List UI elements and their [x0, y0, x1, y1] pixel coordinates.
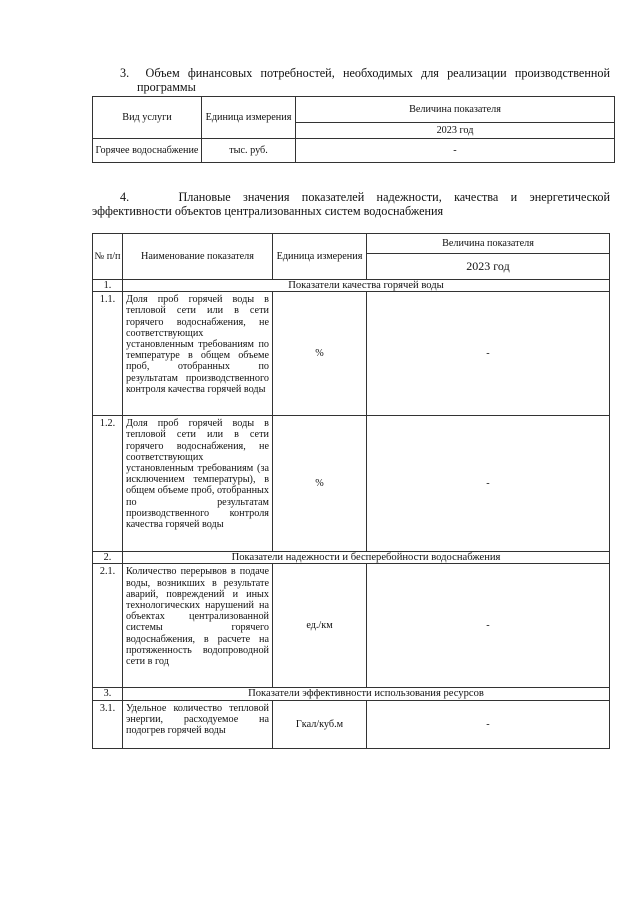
row-value: -	[367, 700, 610, 748]
section-3-title-line1: Объем финансовых потребностей, необходимых для реализации производственной	[145, 66, 610, 80]
group-title: Показатели эффективности использования ресурсов	[123, 688, 610, 700]
section-4-title-line1: Плановые значения показателей надежности, качества и энергетической	[178, 190, 610, 204]
row-name: Доля проб горячей воды в тепловой сети или в сети горячего водоснабжения, не соответствующих установленным требованиям по температуре в общем объеме проб, отобранных по результатам производственного контроля качества горячей воды	[123, 292, 273, 416]
section-3-number: 3.	[120, 66, 130, 80]
row-name: Доля проб горячей воды в тепловой сети или в сети горячего водоснабжения, не соответствующих установленным требованиям (за исключением температуры), в общем объеме проб, отобранных по результатам производственного контроля качества горячей воды	[123, 416, 273, 552]
header-num: № п/п	[93, 234, 123, 280]
finance-table	[92, 96, 615, 163]
row-num: 1.2.	[93, 416, 123, 552]
group-title: Показатели надежности и бесперебойности водоснабжения	[123, 552, 610, 564]
row-value: -	[367, 564, 610, 688]
cell-unit: тыс. руб.	[202, 139, 296, 163]
header-year: 2023 год	[296, 123, 615, 139]
row-name: Удельное количество тепловой энергии, расходуемое на подогрев горячей воды	[123, 700, 273, 748]
indicators-table	[92, 233, 610, 749]
row-name: Количество перерывов в подаче воды, возникших в результате аварий, повреждений и иных технологических нарушений на объектах централизованной системы горячего водоснабжения, в расчете на протяженность водопроводной сети в год	[123, 564, 273, 688]
header-value: Величина показателя	[367, 234, 610, 254]
section-3-heading	[120, 66, 610, 80]
row-num: 2.1.	[93, 564, 123, 688]
group-num: 3.	[93, 688, 123, 700]
header-unit: Единица измерения	[202, 97, 296, 139]
section-4-number: 4.	[120, 190, 130, 204]
row-unit: %	[273, 416, 367, 552]
group-num: 2.	[93, 552, 123, 564]
section-3-heading-line2	[137, 80, 437, 94]
section-3-title-line2: программы	[137, 80, 196, 94]
cell-value: -	[296, 139, 615, 163]
cell-service: Горячее водоснабжение	[93, 139, 202, 163]
header-value: Величина показателя	[296, 97, 615, 123]
group-title: Показатели качества горячей воды	[123, 280, 610, 292]
header-name: Наименование показателя	[123, 234, 273, 280]
row-unit: Гкал/куб.м	[273, 700, 367, 748]
header-year: 2023 год	[367, 254, 610, 280]
row-value: -	[367, 292, 610, 416]
section-4-title-line2: эффективности объектов централизованных систем водоснабжения	[92, 204, 444, 218]
row-value: -	[367, 416, 610, 552]
row-unit: %	[273, 292, 367, 416]
row-num: 3.1.	[93, 700, 123, 748]
row-unit: ед./км	[273, 564, 367, 688]
row-num: 1.1.	[93, 292, 123, 416]
header-unit: Единица измерения	[273, 234, 367, 280]
header-service: Вид услуги	[93, 97, 202, 139]
section-4-heading	[92, 190, 610, 218]
group-num: 1.	[93, 280, 123, 292]
